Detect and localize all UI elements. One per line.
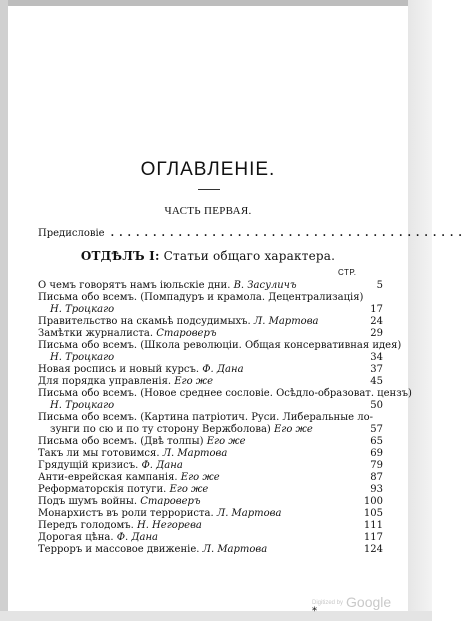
toc-entry-page: 50 bbox=[370, 400, 383, 411]
toc-entry-title bbox=[38, 424, 355, 435]
toc-entry-title bbox=[38, 340, 401, 351]
toc-entry bbox=[38, 507, 383, 519]
toc-entry-text: Правительство на скамьѣ подсудимыхъ. bbox=[38, 316, 251, 327]
toc-entry-author: Его же bbox=[171, 376, 214, 387]
toc-entry-title bbox=[38, 376, 355, 387]
toc-entry bbox=[38, 375, 383, 387]
toc-entry-page: 111 bbox=[363, 520, 383, 531]
toc-entry-title bbox=[38, 496, 355, 507]
table-of-contents bbox=[38, 279, 412, 555]
title-divider bbox=[198, 189, 220, 190]
toc-entry-title bbox=[38, 400, 355, 411]
toc-entry-title bbox=[38, 520, 355, 531]
toc-entry-text: зунги по сю и по ту сторону Вержболова) bbox=[50, 424, 271, 435]
toc-entry-text: О чемъ говорятъ намъ іюльскіе дни. bbox=[38, 280, 231, 291]
toc-entry-title bbox=[38, 388, 412, 399]
toc-entry-author: Н. Троцкаго bbox=[50, 400, 115, 411]
toc-entry bbox=[38, 399, 383, 411]
page-title: ОГЛАВЛЕНІЕ. bbox=[140, 159, 276, 180]
toc-entry bbox=[38, 279, 383, 291]
toc-entry-page: 34 bbox=[370, 352, 383, 363]
toc-entry-author: Его же bbox=[177, 472, 220, 483]
toc-entry-author: Л. Мартова bbox=[159, 448, 228, 459]
toc-entry bbox=[38, 447, 383, 459]
toc-entry bbox=[38, 435, 383, 447]
preface-entry bbox=[38, 228, 467, 239]
toc-entry-page: 24 bbox=[370, 316, 383, 327]
signature-mark: * bbox=[312, 606, 317, 617]
toc-entry-author: Л. Мартова bbox=[199, 544, 268, 555]
toc-entry-author: Н. Негорева bbox=[133, 520, 202, 531]
toc-entry bbox=[38, 531, 383, 543]
toc-entry-text: Письма обо всемъ. (Картина патріотич. Руси. Либеральные ло- bbox=[38, 412, 374, 423]
toc-entry-page: 124 bbox=[363, 544, 383, 555]
toc-entry-author: Н. Троцкаго bbox=[50, 304, 115, 315]
toc-entry bbox=[38, 459, 383, 471]
toc-entry bbox=[38, 471, 383, 483]
book-page bbox=[8, 6, 467, 617]
toc-entry-author: Его же bbox=[166, 484, 209, 495]
toc-entry-page: 79 bbox=[370, 460, 383, 471]
toc-entry-title bbox=[38, 364, 355, 375]
section-number: ОТДѢЛЪ І: bbox=[80, 249, 160, 263]
digitizer-watermark bbox=[312, 594, 391, 610]
toc-entry-title bbox=[38, 328, 355, 339]
toc-entry-author: Его же bbox=[270, 424, 313, 435]
toc-entry bbox=[38, 423, 383, 435]
toc-entry-author: Его же bbox=[203, 436, 246, 447]
toc-entry-title bbox=[38, 472, 355, 483]
toc-entry-text: Письма обо всемъ. (Школа революціи. Общая консервативная идея) bbox=[38, 340, 402, 351]
toc-entry-title bbox=[38, 280, 355, 291]
toc-entry-author: Л. Мартова bbox=[213, 508, 282, 519]
toc-entry bbox=[38, 495, 383, 507]
toc-entry-title bbox=[38, 460, 355, 471]
toc-entry-text: Такъ ли мы готовимся. bbox=[38, 448, 160, 459]
section-heading bbox=[8, 249, 408, 263]
part-heading: ЧАСТЬ ПЕРВАЯ. bbox=[164, 205, 252, 217]
toc-entry-title bbox=[38, 448, 355, 459]
toc-entry-text: Терроръ и массовое движеніе. bbox=[38, 544, 200, 555]
toc-entry-page: 29 bbox=[370, 328, 383, 339]
toc-entry-page: 87 bbox=[370, 472, 383, 483]
toc-entry-page: 37 bbox=[370, 364, 383, 375]
toc-entry-page: 100 bbox=[363, 496, 383, 507]
toc-entry-text: Реформаторскія потуги. bbox=[38, 484, 167, 495]
section-title: Статьи общаго характера. bbox=[163, 249, 336, 263]
toc-entry bbox=[38, 351, 383, 363]
toc-entry-title bbox=[38, 436, 355, 447]
toc-entry bbox=[38, 387, 412, 399]
toc-entry-page: 17 bbox=[370, 304, 383, 315]
toc-entry-author: Л. Мартова bbox=[250, 316, 319, 327]
toc-entry-text: Письма обо всемъ. (Двѣ толпы) bbox=[38, 436, 204, 447]
toc-entry-page: 69 bbox=[370, 448, 383, 459]
toc-entry bbox=[38, 543, 383, 555]
toc-entry-text: Монархистъ въ роли террориста. bbox=[38, 508, 214, 519]
toc-entry bbox=[38, 483, 383, 495]
toc-entry-page: 57 bbox=[370, 424, 383, 435]
toc-entry-page: 65 bbox=[370, 436, 383, 447]
toc-entry bbox=[38, 339, 402, 351]
toc-entry-title bbox=[38, 484, 355, 495]
toc-entry-text: Для порядка управленія. bbox=[38, 376, 172, 387]
toc-entry-title bbox=[38, 316, 355, 327]
toc-entry-page: 45 bbox=[370, 376, 383, 387]
toc-entry-author: Ф. Дана bbox=[113, 532, 159, 543]
leader-dots: .......................................... bbox=[110, 228, 467, 239]
toc-entry-text: Грядущій кризисъ. bbox=[38, 460, 139, 471]
viewer-bottom-edge bbox=[0, 611, 432, 621]
toc-entry-title bbox=[38, 544, 355, 555]
page-column-header: СТР. bbox=[338, 268, 357, 277]
toc-entry-title bbox=[38, 292, 363, 303]
toc-entry-text: Замѣтки журналиста. bbox=[38, 328, 154, 339]
toc-entry-text: Дорогая цѣна. bbox=[38, 532, 114, 543]
toc-entry-text: Новая роспись и новый курсъ. bbox=[38, 364, 200, 375]
toc-entry-page: 93 bbox=[370, 484, 383, 495]
toc-entry-title bbox=[38, 304, 355, 315]
toc-entry-author: Н. Троцкаго bbox=[50, 352, 115, 363]
toc-entry bbox=[38, 519, 383, 531]
preface-label: Предисловіе bbox=[38, 228, 105, 239]
viewer-left-edge bbox=[0, 0, 8, 621]
toc-entry-title bbox=[38, 352, 355, 363]
viewer-right-edge bbox=[408, 0, 432, 621]
toc-entry-text: Письма обо всемъ. (Помпадуръ и крамола. Децентрализація) bbox=[38, 292, 364, 303]
toc-entry bbox=[38, 327, 383, 339]
toc-entry-text: Письма обо всемъ. (Новое среднее сословіе. Осѣдло-образоват. цензъ) bbox=[38, 388, 412, 399]
toc-entry bbox=[38, 315, 383, 327]
toc-entry bbox=[38, 291, 383, 303]
toc-entry-author: Ф. Дана bbox=[138, 460, 183, 471]
toc-entry bbox=[38, 303, 383, 315]
toc-entry-text: Подъ шумъ войны. bbox=[38, 496, 138, 507]
toc-entry-title bbox=[38, 532, 355, 543]
watermark-prefix: Digitized by bbox=[312, 600, 344, 607]
toc-entry-page: 105 bbox=[363, 508, 383, 519]
toc-entry-author: Староверъ bbox=[137, 496, 201, 507]
toc-entry-title bbox=[38, 508, 355, 519]
toc-entry-author: Староверъ bbox=[153, 328, 217, 339]
toc-entry-page: 117 bbox=[363, 532, 383, 543]
toc-entry-title bbox=[38, 412, 373, 423]
toc-entry-page: 5 bbox=[376, 280, 383, 291]
toc-entry-text: Анти-еврейская кампанія. bbox=[38, 472, 178, 483]
toc-entry bbox=[38, 363, 383, 375]
watermark-brand: Google bbox=[346, 594, 392, 610]
toc-entry-text: Передъ голодомъ. bbox=[38, 520, 134, 531]
toc-entry-author: В. Засуличъ bbox=[230, 280, 297, 291]
toc-entry bbox=[38, 411, 383, 423]
toc-entry-author: Ф. Дана bbox=[199, 364, 244, 375]
